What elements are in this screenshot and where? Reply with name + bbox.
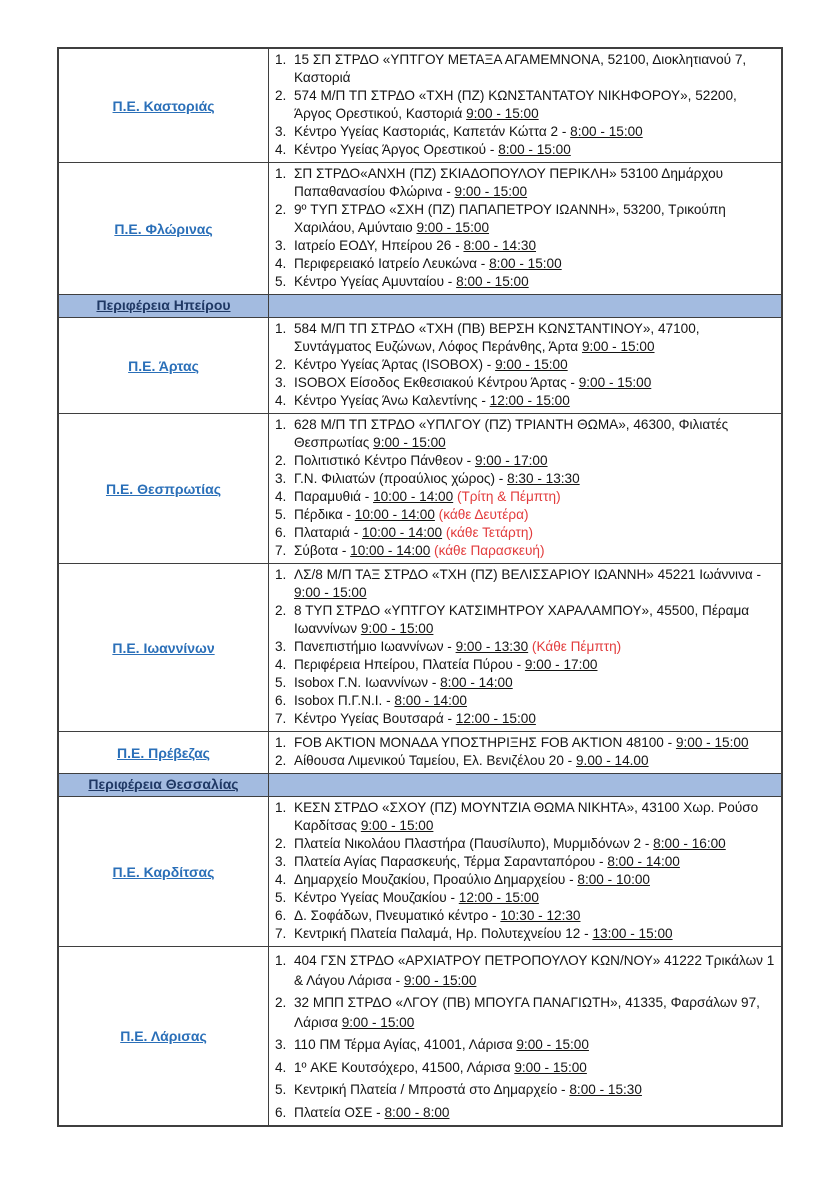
- site-text: ΣΠ ΣΤΡΔΟ«ΑΝΧΗ (ΠΖ) ΣΚΙΑΔΟΠΟΥΛΟΥ ΠΕΡΙΚΛΗ» 53100 Δημάρχου Παπαθανασίου Φλώρινα -: [294, 166, 724, 199]
- site-text: Περιφέρεια Ηπείρου, Πλατεία Πύρου -: [294, 657, 525, 672]
- item-number: 3.: [275, 471, 287, 486]
- time-range: 9:00 - 17:00: [474, 453, 548, 468]
- time-range: 10:30 - 12:30: [500, 908, 581, 923]
- site-list-item: [269, 356, 775, 374]
- site-text: 15 ΣΠ ΣΤΡΔΟ «ΥΠΤΓΟΥ ΜΕΤΑΞΑ ΑΓΑΜΕΜΝΟΝΑ, 52100, Διοκλητιανού 7, Καστοριά: [294, 52, 747, 85]
- section-empty-cell: [269, 774, 781, 796]
- site-text: Κέντρο Υγείας Άργος Ορεστικού -: [294, 142, 499, 157]
- item-number: 1.: [275, 800, 287, 815]
- site-text: Κέντρο Υγείας Άρτας (ISOBOX) -: [294, 357, 496, 372]
- item-number: 6.: [275, 525, 287, 540]
- site-text: 584 Μ/Π ΤΠ ΣΤΡΔΟ «ΤΧΗ (ΠΒ) ΒΕΡΣΗ ΚΩΝΣΤΑΝΤΙΝΟΥ», 47100, Συντάγματος Ευζώνων, Λόφος Περάνθης, Άρτα: [294, 321, 700, 354]
- time-range: 9:00 - 15:00: [341, 1014, 415, 1030]
- item-number: 3.: [275, 1037, 287, 1052]
- site-list-item: [269, 835, 775, 853]
- site-text: Παραμυθιά -: [294, 489, 374, 504]
- time-range: 8:00 - 14:00: [440, 675, 513, 690]
- item-number: 2.: [275, 88, 287, 103]
- site-list-item: [269, 602, 775, 638]
- site-text: 574 Μ/Π ΤΠ ΣΤΡΔΟ «ΤΧΗ (ΠΖ) ΚΩΝΣΤΑΝΤΑΤΟΥ ΝΙΚΗΦΟΡΟΥ», 52200, Άργος Ορεστικού, Καστοριά: [294, 88, 737, 121]
- item-number: 2.: [275, 836, 287, 851]
- time-range: 9:00 - 15:00: [578, 375, 652, 390]
- region-row: [59, 413, 781, 563]
- section-header-label: Περιφέρεια Θεσσαλίας: [88, 776, 239, 792]
- site-list-item: [269, 416, 775, 452]
- item-number: 1.: [275, 321, 287, 336]
- site-text: Κέντρο Υγείας Βουτσαρά -: [294, 711, 456, 726]
- region-label: Π.Ε. Λάρισας: [120, 1028, 207, 1044]
- site-text: Κέντρο Υγείας Καστοριάς, Καπετάν Κώττα 2 -: [294, 124, 571, 139]
- site-text: 628 Μ/Π ΤΠ ΣΤΡΔΟ «ΥΠΛΓΟΥ (ΠΖ) ΤΡΙΑΝΤΗ ΘΩΜΑ», 46300, Φιλιατές Θεσπρωτίας: [294, 417, 729, 450]
- time-range: 8:00 - 16:00: [653, 836, 726, 851]
- site-text: Περιφερειακό Ιατρείο Λευκώνα -: [294, 256, 490, 271]
- region-row: [59, 162, 781, 294]
- site-list-item: [269, 524, 775, 542]
- time-range: 8:00 - 15:30: [569, 1082, 642, 1097]
- region-name-cell: [59, 564, 269, 731]
- item-number: 6.: [275, 1104, 287, 1120]
- item-number: 3.: [275, 854, 287, 869]
- item-number: 6.: [275, 693, 287, 708]
- item-number: 4.: [275, 489, 287, 504]
- schedule-note: (κάθε Τετάρτη): [442, 525, 533, 540]
- item-number: 1.: [275, 567, 287, 582]
- site-list-item: [269, 141, 775, 159]
- time-range: 9:00 - 15:00: [466, 106, 539, 121]
- site-list-item: [269, 87, 775, 123]
- site-text: Γ.Ν. Φιλιατών (προαύλιος χώρος) -: [294, 471, 508, 486]
- time-range: 8:00 - 8:00: [384, 1104, 450, 1120]
- site-text: Αίθουσα Λιμενικού Ταμείου, Ελ. Βενιζέλου 20 -: [294, 753, 576, 768]
- site-list-item: [269, 470, 775, 488]
- item-number: 4.: [275, 256, 287, 271]
- item-number: 4.: [275, 142, 287, 157]
- time-range: 9:00 - 15:00: [675, 735, 749, 750]
- item-number: 2.: [275, 753, 287, 768]
- site-text: 1º ΑΚΕ Κουτσόχερο, 41500, Λάρισα: [294, 1059, 515, 1075]
- region-name-cell: [59, 947, 269, 1125]
- item-number: 2.: [275, 603, 287, 618]
- site-list-item: [269, 320, 775, 356]
- site-text: ISOBOX Είσοδος Εκθεσιακού Κέντρου Άρτας -: [294, 375, 579, 390]
- section-header-cell: [59, 295, 269, 317]
- site-text: FOB AKTION ΜΟΝΑΔΑ ΥΠΟΣΤΗΡΙΞΗΣ FOB AKTION 48100 -: [294, 735, 676, 750]
- sites-list-cell: [269, 49, 781, 162]
- sites-list-cell: [269, 414, 781, 563]
- item-number: 3.: [275, 124, 287, 139]
- site-list-item: [269, 752, 775, 770]
- item-number: 7.: [275, 543, 287, 558]
- item-number: 5.: [275, 675, 287, 690]
- time-range: 8:00 - 15:00: [456, 274, 529, 289]
- site-list-item: [269, 392, 775, 410]
- section-header-row: [59, 294, 781, 317]
- region-name-cell: [59, 318, 269, 413]
- site-list-item: [269, 51, 775, 87]
- region-label: Π.Ε. Άρτας: [128, 357, 199, 374]
- site-list-item: [269, 123, 775, 141]
- time-range: 8:00 - 14:00: [394, 693, 467, 708]
- site-list-item: [269, 165, 775, 201]
- site-list-item: [269, 1035, 775, 1055]
- time-range: 8:00 - 10:00: [577, 872, 650, 887]
- item-number: 1.: [275, 52, 287, 67]
- region-label: Π.Ε. Ιωαννίνων: [112, 639, 215, 656]
- sites-list-cell: [269, 564, 781, 731]
- schedule-note: (Κάθε Πέμπτη): [528, 639, 622, 654]
- schedule-note: (κάθε Παρασκευή): [430, 543, 545, 558]
- item-number: 6.: [275, 908, 287, 923]
- region-name-cell: [59, 797, 269, 946]
- region-label: Π.Ε. Φλώρινας: [114, 220, 213, 237]
- time-range: 8:00 - 15:00: [489, 256, 562, 271]
- item-number: 4.: [275, 1059, 287, 1075]
- time-range: 8:00 - 15:00: [570, 124, 643, 139]
- site-text: Πλατεία Αγίας Παρασκευής, Τέρμα Σαρανταπόρου -: [294, 854, 608, 869]
- section-header-label: Περιφέρεια Ηπείρου: [96, 297, 231, 313]
- site-text: Ιατρείο ΕΟΔΥ, Ηπείρου 26 -: [294, 238, 464, 253]
- site-list-item: [269, 925, 775, 943]
- time-range: 10:00 - 14:00: [362, 525, 443, 540]
- site-list-item: [269, 674, 775, 692]
- item-number: 7.: [275, 926, 287, 941]
- item-number: 4.: [275, 657, 287, 672]
- site-list-item: [269, 692, 775, 710]
- site-list-item: [269, 889, 775, 907]
- site-list-item: [269, 993, 775, 1032]
- site-list-item: [269, 542, 775, 560]
- time-range: 9:00 - 15:00: [360, 621, 434, 636]
- site-text: Κέντρο Υγείας Μουζακίου -: [294, 890, 459, 905]
- sites-list-cell: [269, 318, 781, 413]
- site-list-item: [269, 1058, 775, 1078]
- region-name-cell: [59, 732, 269, 773]
- item-number: 3.: [275, 375, 287, 390]
- site-text: 9º ΤΥΠ ΣΤΡΔΟ «ΣΧΗ (ΠΖ) ΠΑΠΑΠΕΤΡΟΥ ΙΩΑΝΝΗ», 53200, Τρικούπη Χαριλάου, Αμύνταιο: [294, 202, 726, 235]
- item-number: 5.: [275, 890, 287, 905]
- site-text: Σύβοτα -: [294, 543, 351, 558]
- site-list-item: [269, 799, 775, 835]
- region-row: [59, 563, 781, 731]
- region-name-cell: [59, 49, 269, 162]
- site-list-item: [269, 638, 775, 656]
- time-range: 8:00 - 14:00: [607, 854, 680, 869]
- schedule-note: (κάθε Δευτέρα): [434, 507, 529, 522]
- site-text: Πανεπιστήμιο Ιωαννίνων -: [294, 639, 456, 654]
- site-text: 8 ΤΥΠ ΣΤΡΔΟ «ΥΠΤΓΟΥ ΚΑΤΣΙΜΗΤΡΟΥ ΧΑΡΑΛΑΜΠΟΥ», 45500, Πέραμα Ιωαννίνων: [294, 603, 750, 636]
- time-range: 9:00 - 15:00: [403, 972, 477, 988]
- vaccination-sites-table: [57, 47, 783, 1127]
- region-row: [59, 796, 781, 946]
- time-range: 9:00 - 15:00: [454, 184, 528, 199]
- section-empty-cell: [269, 295, 781, 317]
- site-text: Πλατεία ΟΣΕ -: [294, 1104, 385, 1120]
- time-range: 9:00 - 15:00: [416, 220, 490, 235]
- item-number: 5.: [275, 507, 287, 522]
- site-list-item: [269, 656, 775, 674]
- item-number: 5.: [275, 1082, 287, 1097]
- region-name-cell: [59, 414, 269, 563]
- item-number: 1.: [275, 417, 287, 432]
- site-text: 32 ΜΠΠ ΣΤΡΔΟ «ΛΓΟΥ (ΠΒ) ΜΠΟΥΓΑ ΠΑΝΑΓΙΩΤΗ», 41335, Φαρσάλων 97, Λάρισα: [294, 995, 760, 1030]
- site-list-item: [269, 255, 775, 273]
- site-text: Κέντρο Υγείας Αμυνταίου -: [294, 274, 457, 289]
- time-range: 8:00 - 15:00: [498, 142, 571, 157]
- schedule-note: (Τρίτη & Πέμπτη): [453, 489, 561, 504]
- site-text: 404 ΓΣΝ ΣΤΡΔΟ «ΑΡΧΙΑΤΡΟΥ ΠΕΤΡΟΠΟΥΛΟΥ ΚΩΝ/ΝΟΥ» 41222 Τρικάλων 1 & Λάγου Λάρισα -: [294, 953, 775, 988]
- item-number: 7.: [275, 711, 287, 726]
- site-text: 110 ΠΜ Τέρμα Αγίας, 41001, Λάρισα: [294, 1037, 517, 1052]
- time-range: 9:00 - 15:00: [360, 818, 434, 833]
- time-range: 8:30 - 13:30: [507, 471, 580, 486]
- site-text: Πλατεία Νικολάου Πλαστήρα (Παυσίλυπο), Μυρμιδόνων 2 -: [294, 836, 654, 851]
- region-row: [59, 317, 781, 413]
- item-number: 1.: [275, 953, 287, 968]
- time-range: 10:00 - 14:00: [350, 543, 431, 558]
- region-row: [59, 49, 781, 162]
- region-label: Π.Ε. Πρέβεζας: [117, 744, 210, 761]
- time-range: 9.00 - 14.00: [576, 753, 649, 768]
- sites-list-cell: [269, 163, 781, 294]
- site-list-item: [269, 907, 775, 925]
- time-range: 9:00 - 15:00: [495, 357, 568, 372]
- site-list-item: [269, 452, 775, 470]
- site-text: ΛΣ/8 Μ/Π ΤΑΞ ΣΤΡΔΟ «ΤΧΗ (ΠΖ) ΒΕΛΙΣΣΑΡΙΟΥ ΙΩΑΝΝΗ» 45221 Ιωάννινα -: [294, 567, 762, 582]
- site-text: Πολιτιστικό Κέντρο Πάνθεον -: [294, 453, 475, 468]
- time-range: 10:00 - 14:00: [373, 489, 454, 504]
- item-number: 2.: [275, 357, 287, 372]
- region-row: [59, 731, 781, 773]
- item-number: 4.: [275, 872, 287, 887]
- site-list-item: [269, 951, 775, 990]
- time-range: 9:00 - 13:30: [455, 639, 529, 654]
- site-text: ΚΕΣΝ ΣΤΡΔΟ «ΣΧΟΥ (ΠΖ) ΜΟΥΝΤΖΙΑ ΘΩΜΑ ΝΙΚΗΤΑ», 43100 Χωρ. Ρούσο Καρδίτσας: [294, 800, 759, 833]
- item-number: 4.: [275, 393, 287, 408]
- time-range: 9:00 - 15:00: [516, 1037, 589, 1052]
- site-list-item: [269, 871, 775, 889]
- section-header-row: [59, 773, 781, 796]
- sites-list-cell: [269, 732, 781, 773]
- time-range: 9:00 - 15:00: [373, 435, 446, 450]
- site-list-item: [269, 710, 775, 728]
- site-text: Isobox Γ.Ν. Ιωαννίνων -: [294, 675, 441, 690]
- site-list-item: [269, 273, 775, 291]
- item-number: 2.: [275, 453, 287, 468]
- site-text: Κεντρική Πλατεία Παλαμά, Ηρ. Πολυτεχνείου 12 -: [294, 926, 593, 941]
- time-range: 10:00 - 14:00: [354, 507, 435, 522]
- site-list-item: [269, 1103, 775, 1123]
- time-range: 9:00 - 17:00: [524, 657, 598, 672]
- site-list-item: [269, 853, 775, 871]
- time-range: 9:00 - 15:00: [581, 339, 655, 354]
- item-number: 5.: [275, 274, 287, 289]
- time-range: 9:00 - 15:00: [294, 585, 367, 600]
- site-text: Δ. Σοφάδων, Πνευματικό κέντρο -: [294, 908, 501, 923]
- site-list-item: [269, 488, 775, 506]
- sites-list-cell: [269, 947, 781, 1125]
- region-name-cell: [59, 163, 269, 294]
- site-text: Κέντρο Υγείας Άνω Καλεντίνης -: [294, 393, 490, 408]
- section-header-cell: [59, 774, 269, 796]
- time-range: 9:00 - 15:00: [514, 1059, 587, 1075]
- site-list-item: [269, 566, 775, 602]
- item-number: 2.: [275, 995, 287, 1010]
- region-label: Π.Ε. Θεσπρωτίας: [105, 480, 222, 497]
- item-number: 1.: [275, 166, 287, 181]
- site-text: Πλαταριά -: [294, 525, 362, 540]
- site-list-item: [269, 506, 775, 524]
- site-list-item: [269, 734, 775, 752]
- region-label: Π.Ε. Καρδίτσας: [112, 863, 215, 880]
- item-number: 3.: [275, 639, 287, 654]
- item-number: 1.: [275, 735, 287, 750]
- time-range: 12:00 - 15:00: [489, 393, 570, 408]
- region-label: Π.Ε. Καστοριάς: [112, 97, 215, 114]
- site-text: Δημαρχείο Μουζακίου, Προαύλιο Δημαρχείου -: [294, 872, 578, 887]
- site-list-item: [269, 374, 775, 392]
- sites-list-cell: [269, 797, 781, 946]
- site-text: Κεντρική Πλατεία / Μπροστά στο Δημαρχείο -: [294, 1082, 570, 1097]
- item-number: 3.: [275, 238, 287, 253]
- site-list-item: [269, 237, 775, 255]
- time-range: 12:00 - 15:00: [458, 890, 539, 905]
- item-number: 2.: [275, 202, 287, 217]
- site-text: Πέρδικα -: [294, 507, 355, 522]
- site-list-item: [269, 1080, 775, 1100]
- time-range: 8:00 - 14:30: [463, 238, 537, 253]
- time-range: 12:00 - 15:00: [455, 711, 536, 726]
- site-list-item: [269, 201, 775, 237]
- region-row: [59, 946, 781, 1125]
- time-range: 13:00 - 15:00: [592, 926, 673, 941]
- site-text: Isobox Π.Γ.Ν.Ι. -: [294, 693, 395, 708]
